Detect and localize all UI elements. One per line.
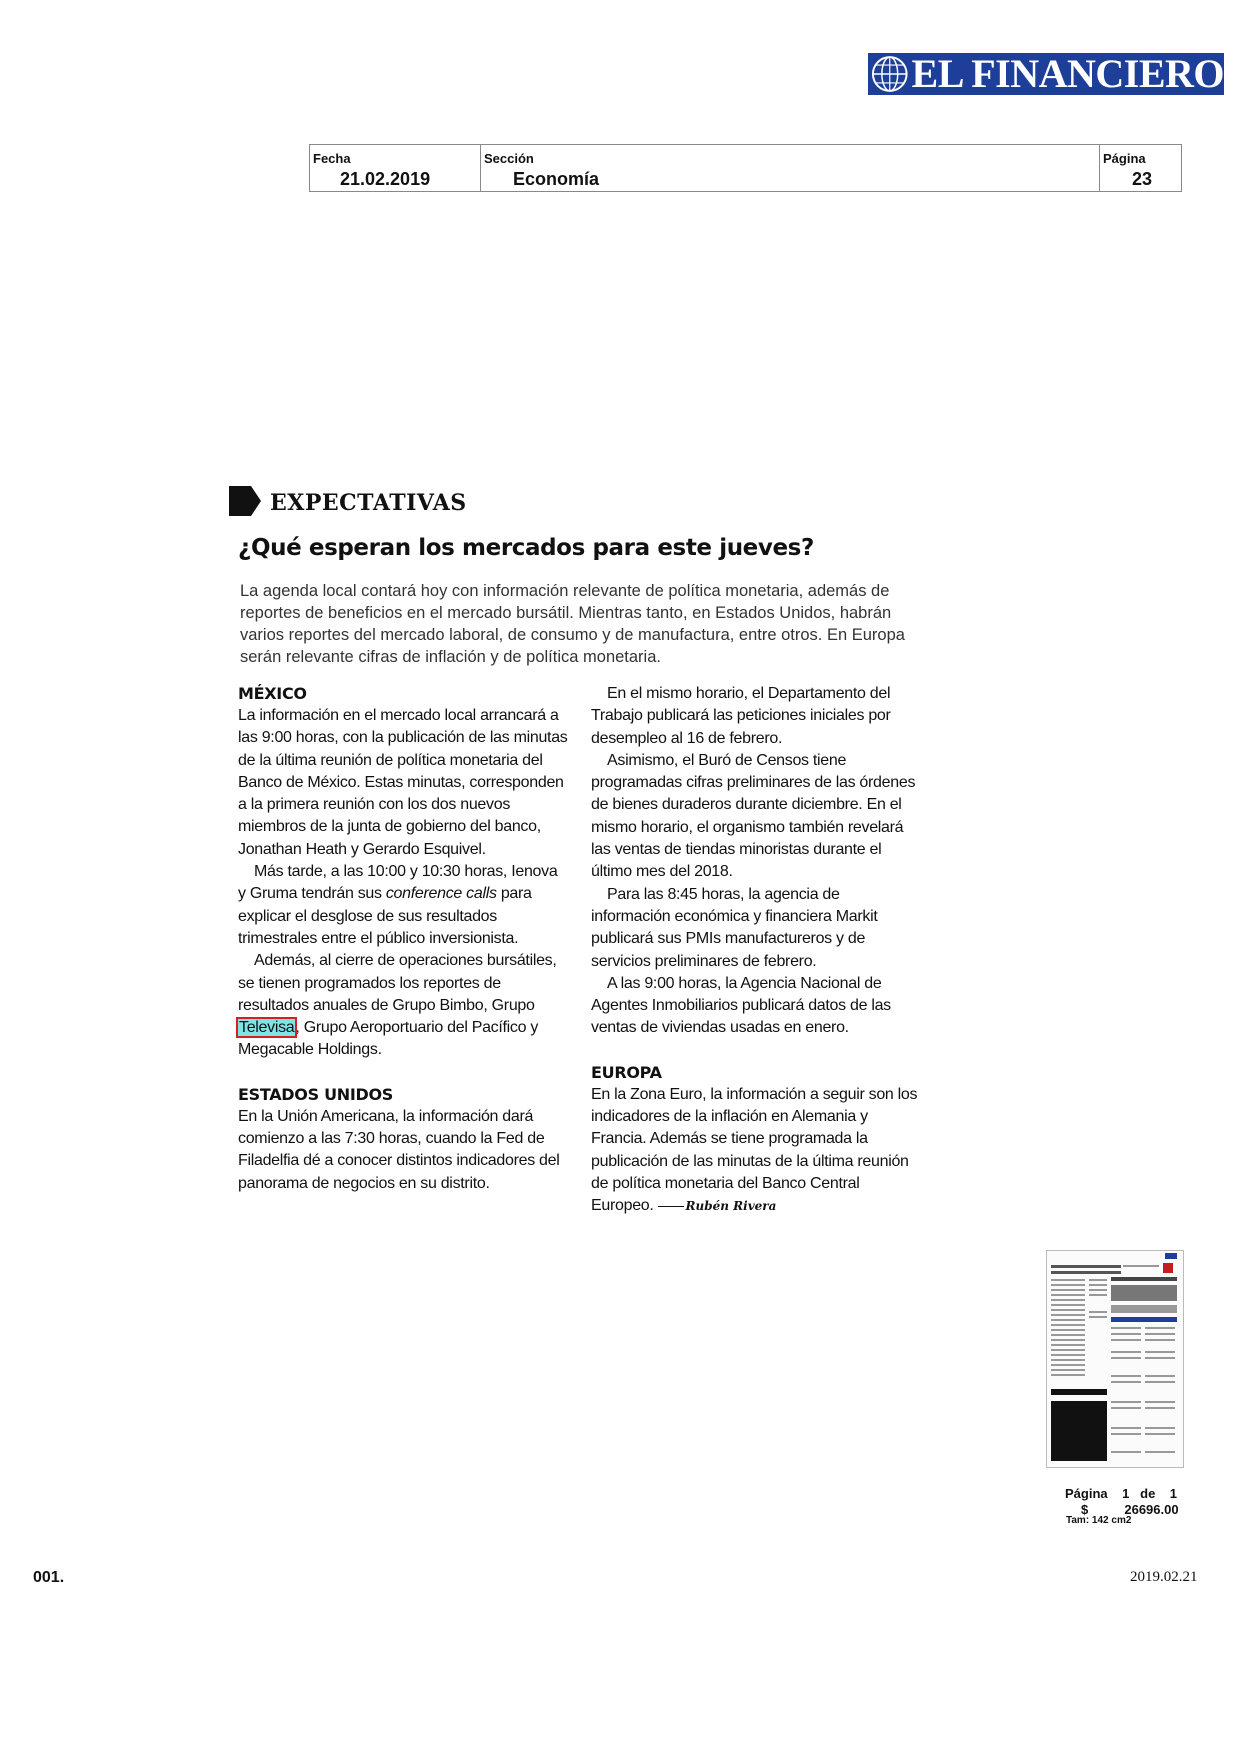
globe-icon bbox=[868, 53, 912, 95]
mexico-p3-text-a: Además, al cierre de operaciones bursátiles, se tienen programados los reportes de resultados anuales de Grupo Bimbo, Grupo bbox=[238, 952, 557, 1014]
fecha-value: 21.02.2019 bbox=[340, 169, 431, 189]
mexico-p2-emphasis: conference calls bbox=[385, 885, 497, 903]
article-column-left bbox=[238, 683, 568, 1195]
article-headline: ¿Qué esperan los mercados para este jueves? bbox=[238, 535, 814, 561]
mexico-paragraph-3 bbox=[238, 950, 568, 1061]
usa-paragraph-2: En el mismo horario, el Departamento del Trabajo publicará las peticiones iniciales por desempleo al 16 de febrero. bbox=[591, 685, 891, 747]
usa-paragraph-1: En la Unión Americana, la información dará comienzo a las 7:30 horas, cuando la Fed de Filadelfia dé a conocer distintos indicadores del panorama de negocios en su distrito. bbox=[238, 1107, 560, 1192]
mexico-p3-text-b: , Grupo Aeroportuario del Pacífico y Megacable Holdings. bbox=[238, 1019, 539, 1059]
section-heading-mexico: MÉXICO bbox=[238, 684, 307, 703]
article-kicker: EXPECTATIVAS bbox=[270, 490, 467, 516]
page-total: 1 bbox=[1169, 1486, 1178, 1501]
fecha-cell bbox=[310, 145, 481, 191]
footer-date: 2019.02.21 bbox=[1130, 1569, 1198, 1585]
mexico-paragraph-2 bbox=[238, 861, 568, 950]
page-count-label: Página bbox=[1065, 1486, 1108, 1501]
seccion-cell bbox=[481, 145, 1100, 191]
usa-paragraph-5: A las 9:00 horas, la Agencia Nacional de Agentes Inmobiliarios publicará datos de las ventas de viviendas usadas en enero. bbox=[591, 974, 891, 1037]
masthead-name: EL FINANCIERO bbox=[911, 51, 1224, 96]
currency-symbol: $ bbox=[1081, 1502, 1089, 1517]
usa-paragraph-4: Para las 8:45 horas, la agencia de información económica y financiera Markit publicará sus PMIs manufactureros y de servicios preliminares de febrero. bbox=[591, 885, 878, 970]
europe-paragraph-1 bbox=[591, 1084, 921, 1218]
author-byline: Rubén Rivera bbox=[685, 1199, 777, 1214]
el-financiero-logo bbox=[868, 53, 1224, 95]
page-current: 1 bbox=[1122, 1486, 1130, 1501]
mexico-p2-text-b: para explicar el desglose de sus resultados trimestrales entre el público inversionista. bbox=[238, 885, 532, 947]
page-thumbnail bbox=[1046, 1250, 1184, 1468]
byline-dash bbox=[658, 1206, 684, 1207]
pagina-cell bbox=[1100, 145, 1181, 191]
page-de: de bbox=[1140, 1486, 1156, 1501]
usa-paragraph-3: Asimismo, el Buró de Censos tiene programadas cifras preliminares de las órdenes de bienes duraderos durante diciembre. En el mismo horario, el organismo también revelará las ventas de tiendas minoristas durante el último mes del 2018. bbox=[591, 751, 916, 881]
mexico-paragraph-1: La información en el mercado local arrancará a las 9:00 horas, con la publicación de las minutas de la última reunión de política monetaria del Banco de México. Estas minutas, corresponden a la primera reunión con los dos nuevos miembros de la junta de gobierno del banco, Jonathan Heath y Gerardo Esquivel. bbox=[238, 707, 568, 858]
article-intro: La agenda local contará hoy con información relevante de política monetaria, además de reportes de beneficios en el mercado bursátil. Mientras tanto, en Estados Unidos, habrán varios reportes del mercado laboral, de consumo y de manufactura, entre otros. En Europa serán relevante cifras de inflación y de política monetaria. bbox=[240, 582, 905, 666]
europe-p1-text: En la Zona Euro, la información a seguir son los indicadores de la inflación en Alemania y Francia. Además se tiene programada la publicación de las minutas de la última reunión de política monetaria del Banco Central Europeo. bbox=[591, 1085, 918, 1215]
record-number: 001. bbox=[33, 1569, 65, 1586]
pagina-value: 23 bbox=[1132, 169, 1153, 189]
section-heading-usa: ESTADOS UNIDOS bbox=[238, 1084, 394, 1104]
seccion-value: Economía bbox=[513, 169, 600, 189]
page-count bbox=[1065, 1486, 1177, 1501]
section-heading-europe: EUROPA bbox=[591, 1062, 662, 1082]
highlighted-term: Televisa bbox=[239, 1019, 295, 1037]
seccion-label: Sección bbox=[484, 151, 534, 166]
pagina-label: Página bbox=[1103, 151, 1146, 166]
fecha-label: Fecha bbox=[313, 151, 351, 166]
article-column-right bbox=[591, 683, 921, 1218]
amount-value: 26696.00 bbox=[1124, 1502, 1179, 1517]
section-marker-icon bbox=[229, 486, 261, 516]
size-info: Tam: 142 cm2 bbox=[1066, 1515, 1132, 1526]
mexico-p2-text-a: Más tarde, a las 10:00 y 10:30 horas, Ienova y Gruma tendrán sus bbox=[238, 863, 558, 903]
clipping-info-table bbox=[309, 144, 1182, 192]
